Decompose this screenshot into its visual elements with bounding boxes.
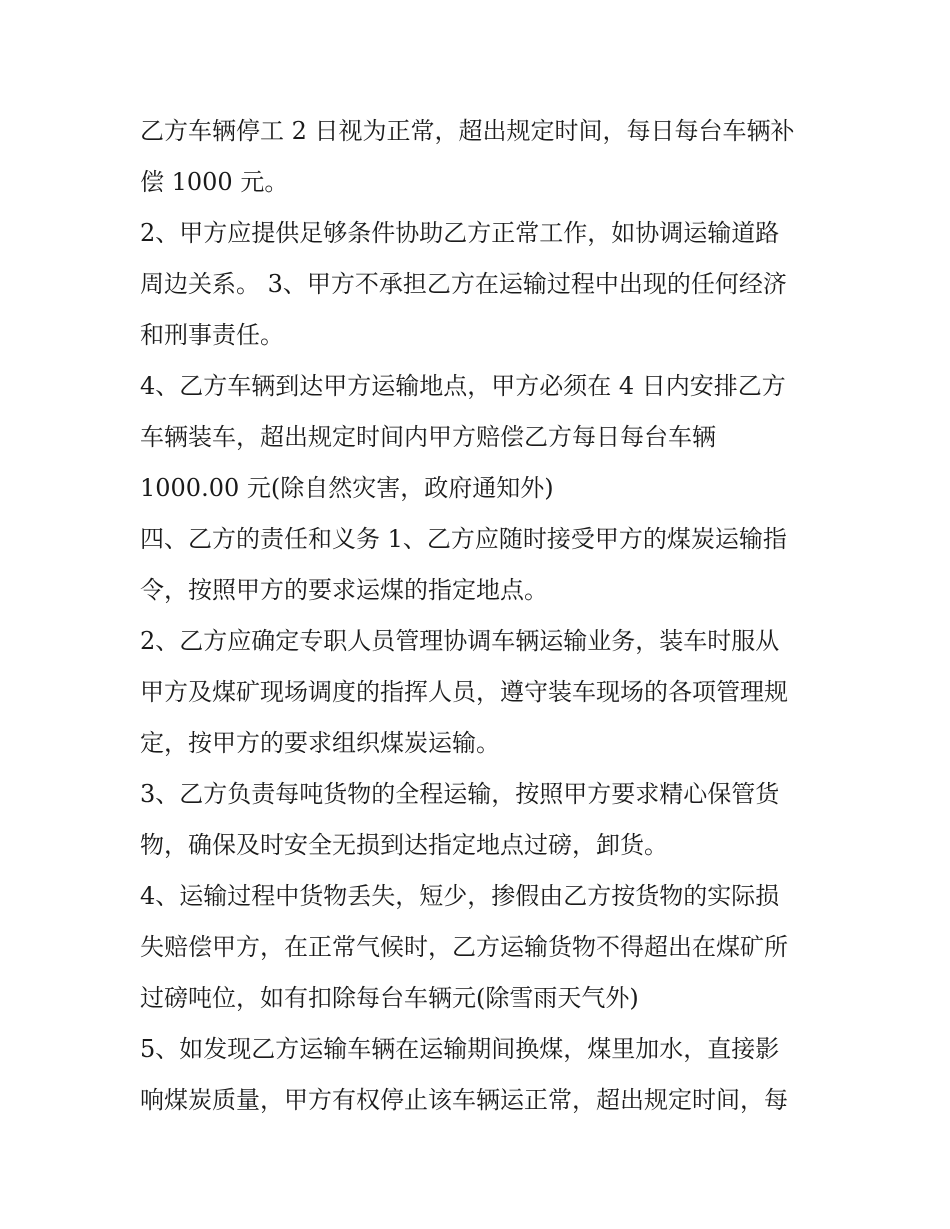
text-line: 物，确保及时安全无损到达指定地点过磅，卸货。 <box>140 831 668 859</box>
text-line: 4、运输过程中货物丢失，短少，掺假由乙方按货物的实际损 <box>140 882 780 910</box>
text-line: 4、乙方车辆到达甲方运输地点，甲方必须在 4 日内安排乙方 <box>140 372 786 400</box>
text-line: 1000.00 元(除自然灾害，政府通知外) <box>140 474 554 502</box>
text-line: 2、乙方应确定专职人员管理协调车辆运输业务，装车时服从 <box>140 627 780 655</box>
text-line: 乙方车辆停工 2 日视为正常，超出规定时间，每日每台车辆补 <box>140 117 795 145</box>
text-line: 5、如发现乙方运输车辆在运输期间换煤，煤里加水，直接影 <box>140 1035 780 1063</box>
text-line: 车辆装车，超出规定时间内甲方赔偿乙方每日每台车辆 <box>140 423 716 451</box>
text-line: 和刑事责任。 <box>140 321 284 349</box>
text-line: 定，按甲方的要求组织煤炭运输。 <box>140 729 500 757</box>
text-line: 令，按照甲方的要求运煤的指定地点。 <box>140 576 548 604</box>
text-line: 2、甲方应提供足够条件协助乙方正常工作，如协调运输道路 <box>140 219 780 247</box>
document-body <box>140 106 820 1126</box>
text-line: 过磅吨位，如有扣除每台车辆元(除雪雨天气外) <box>140 984 639 1012</box>
text-line: 响煤炭质量，甲方有权停止该车辆运正常，超出规定时间，每 <box>140 1086 788 1114</box>
text-line: 偿 1000 元。 <box>140 168 289 196</box>
text-line: 四、乙方的责任和义务 1、乙方应随时接受甲方的煤炭运输指 <box>140 525 787 553</box>
text-line: 周边关系。 3、甲方不承担乙方在运输过程中出现的任何经济 <box>140 270 787 298</box>
text-line: 甲方及煤矿现场调度的指挥人员，遵守装车现场的各项管理规 <box>140 678 788 706</box>
text-line: 失赔偿甲方，在正常气候时，乙方运输货物不得超出在煤矿所 <box>140 933 788 961</box>
text-line: 3、乙方负责每吨货物的全程运输，按照甲方要求精心保管货 <box>140 780 780 808</box>
